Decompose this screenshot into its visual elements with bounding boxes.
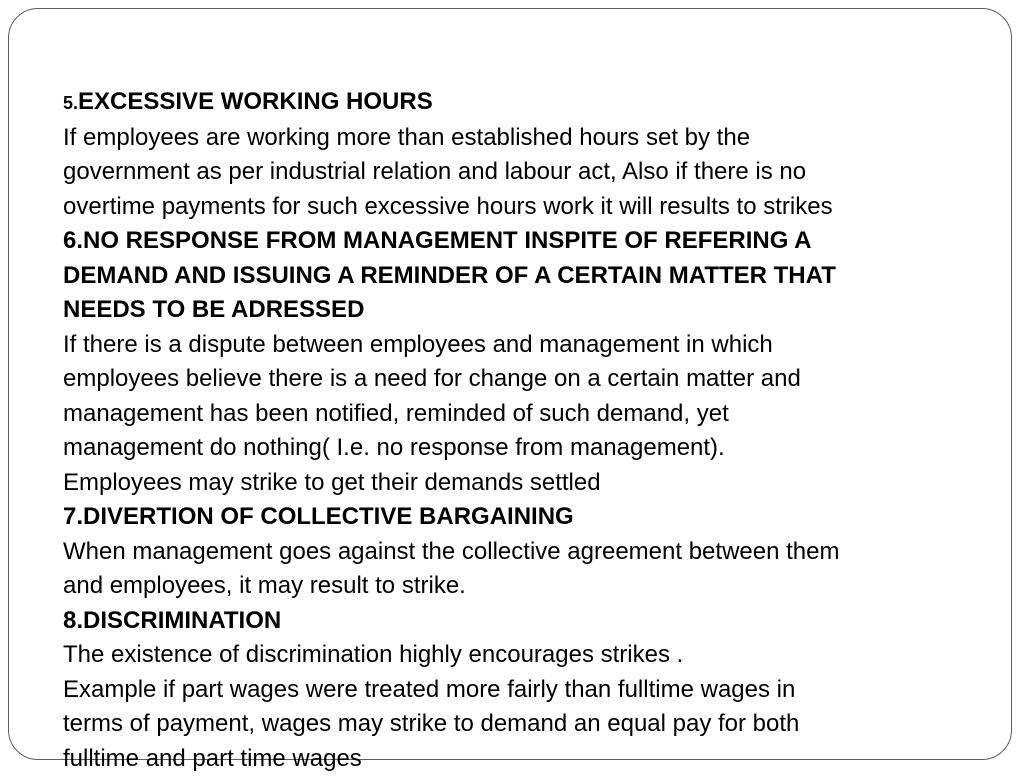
body-line: employees believe there is a need for change on a certain matter and — [63, 362, 993, 397]
section-heading: NEEDS TO BE ADRESSED — [63, 293, 993, 328]
body-line: If there is a dispute between employees and management in which — [63, 328, 993, 363]
body-line: The existence of discrimination highly encourages strikes . — [63, 638, 993, 673]
body-line: overtime payments for such excessive hours work it will results to strikes — [63, 190, 993, 225]
body-line: When management goes against the collective agreement between them — [63, 535, 993, 570]
section-heading: DEMAND AND ISSUING A REMINDER OF A CERTAIN MATTER THAT — [63, 259, 993, 294]
section-heading-text: EXCESSIVE WORKING HOURS — [78, 88, 433, 115]
section-divertion-of-collective-bargaining — [63, 500, 993, 604]
body-line: Employees may strike to get their demands settled — [63, 466, 993, 501]
body-line: management has been notified, reminded of such demand, yet — [63, 397, 993, 432]
body-line: If employees are working more than established hours set by the — [63, 121, 993, 156]
body-line: management do nothing( I.e. no response from management). — [63, 431, 993, 466]
section-heading — [63, 85, 993, 121]
section-no-response-from-management — [63, 224, 993, 500]
section-heading: 8.DISCRIMINATION — [63, 604, 993, 639]
slide-frame — [8, 8, 1012, 760]
body-line: terms of payment, wages may strike to demand an equal pay for both — [63, 707, 993, 742]
section-excessive-working-hours — [63, 85, 993, 224]
section-number: 5. — [63, 93, 78, 113]
section-discrimination — [63, 604, 993, 776]
body-line: Example if part wages were treated more fairly than fulltime wages in — [63, 673, 993, 708]
body-line: fulltime and part time wages — [63, 742, 993, 776]
body-line: and employees, it may result to strike. — [63, 569, 993, 604]
body-line: government as per industrial relation and labour act, Also if there is no — [63, 155, 993, 190]
section-heading: 7.DIVERTION OF COLLECTIVE BARGAINING — [63, 500, 993, 535]
section-heading: 6.NO RESPONSE FROM MANAGEMENT INSPITE OF REFERING A — [63, 224, 993, 259]
slide-content — [63, 85, 993, 776]
